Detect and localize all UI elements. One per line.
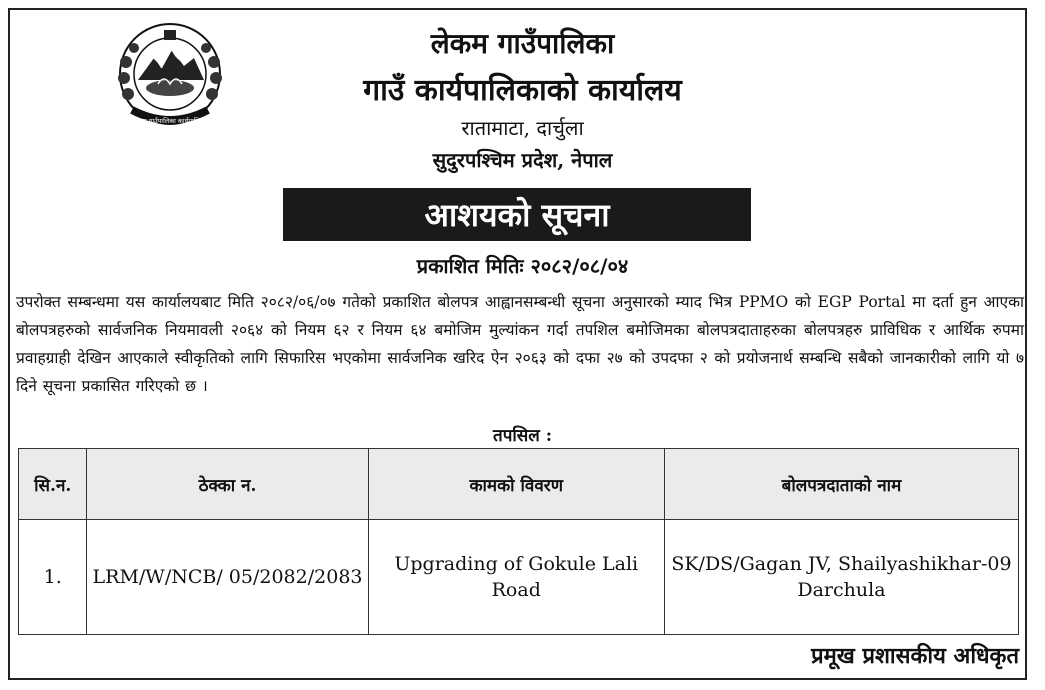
header-serial: सि.न. [19, 449, 87, 520]
bidder-line-1: SK/DS/Gagan JV, Shailyashikhar-09 [671, 553, 1012, 575]
cell-contract-no: LRM/W/NCB/ 05/2082/2083 [87, 520, 368, 635]
notice-title: आशयको सूचना [283, 188, 751, 241]
cell-serial: 1. [19, 520, 87, 635]
bid-table [18, 448, 1019, 635]
province-name: सुदुरपश्चिम प्रदेश, नेपाल [432, 148, 613, 172]
table-row [19, 520, 1019, 635]
header-contract-no: ठेक्का न. [87, 449, 368, 520]
cell-description: Upgrading of Gokule Lali Road [368, 520, 664, 635]
emblem-caption: लेकम गाउँपालिका कार्यपालिका [133, 117, 207, 125]
municipality-name: लेकम गाउँपालिका [430, 27, 615, 60]
office-name: गाउँ कार्यपालिकाको कार्यालय [363, 73, 682, 108]
published-date: प्रकाशित मितिः २०८२/०८/०४ [416, 254, 629, 278]
header-bidder: बोलपत्रदाताको नाम [664, 449, 1018, 520]
details-label: तपसिल : [493, 426, 552, 446]
office-location: रातामाटा, दार्चुला [461, 116, 584, 140]
notice-body: उपरोक्त सम्बन्धमा यस कार्यालयबाट मिति २०८२/०६/०७ गतेको प्रकाशित बोलपत्र आह्वानसम्बन्धी सूचना अनुसारको म्याद भित्र PPMO को EGP Portal मा दर्ता हुन आएका बोलपत्रहरुको सार्वजनिक नियमावली २०६४ को नियम ६२ र नियम ६४ बमोजिम मुल्यांकन गर्दा तपशिल बमोजिमका बोलपत्रदाताहरुका बोलपत्रहरु प्राविधिक र आर्थिक रुपमा प्रवाहग्राही देखिन आएकाले स्वीकृतिको लागि सिफारिस भएकोमा सार्वजनिक खरिद ऐन २०६३ को दफा २७ को उपदफा २ को प्रयोजनार्थ सम्बन्धि सबैको जानकारीको लागि यो ७ दिने सूचना प्रकासित गरिएको छ । [16, 293, 1024, 395]
header-description: कामको विवरण [368, 449, 664, 520]
cell-bidder [664, 520, 1018, 635]
bidder-line-2: Darchula [797, 579, 886, 601]
signatory: प्रमूख प्रशासकीय अधिकृत [811, 643, 1019, 669]
